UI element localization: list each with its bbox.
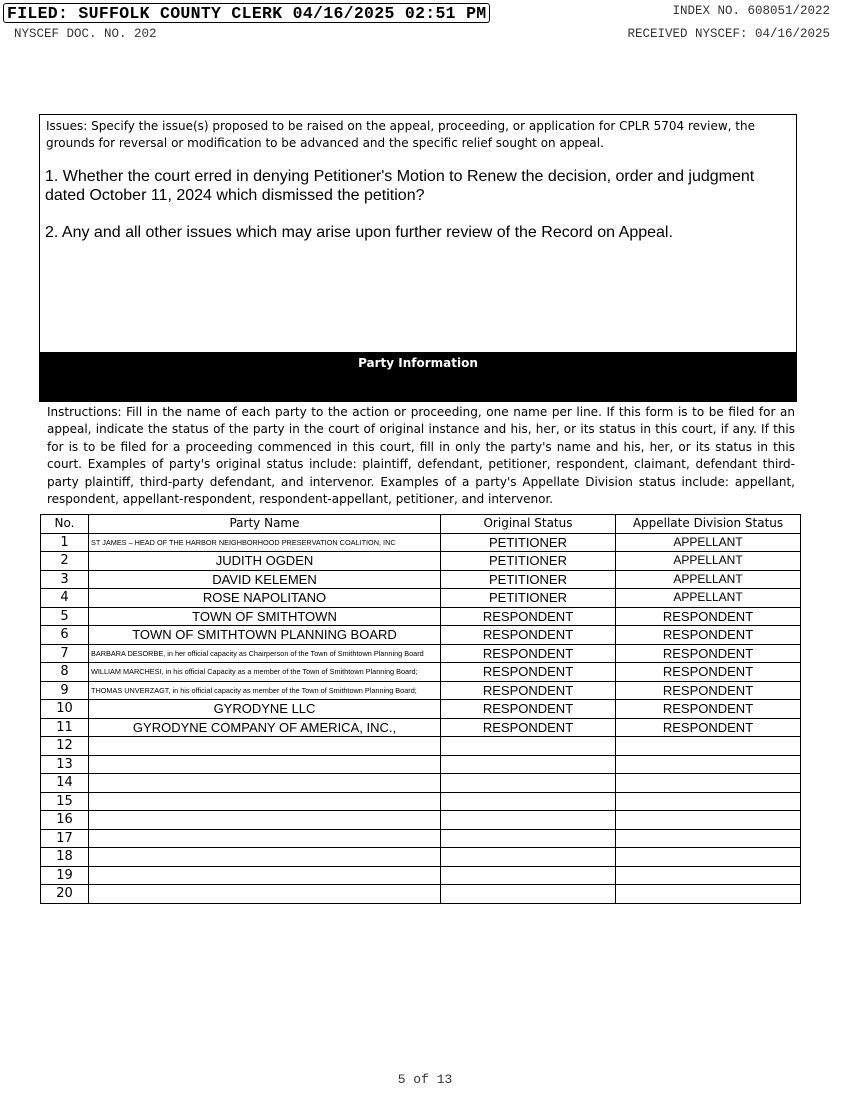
column-header-original-status: Original Status: [441, 515, 616, 534]
issues-instructions: Issues: Specify the issue(s) proposed to be raised on the appeal, proceeding, or application for CPLR 5704 review, the grounds for reversal or modification to be advanced and the specific relief sought on appeal.: [46, 119, 755, 150]
appellate-status-cell: APPELLANT: [616, 589, 801, 608]
original-status-cell: [441, 866, 616, 885]
issues-box: [39, 114, 797, 353]
appellate-status-cell: [616, 848, 801, 867]
received-date: RECEIVED NYSCEF: 04/16/2025: [627, 27, 830, 41]
appellate-status-cell: APPELLANT: [616, 533, 801, 552]
doc-number: NYSCEF DOC. NO. 202: [14, 27, 157, 41]
table-row: [41, 737, 801, 756]
original-status-cell: [441, 829, 616, 848]
party-name-cell: JUDITH OGDEN: [89, 552, 441, 571]
appellate-status-cell: RESPONDENT: [616, 626, 801, 645]
original-status-cell: PETITIONER: [441, 570, 616, 589]
table-row: [41, 848, 801, 867]
table-row: [41, 644, 801, 663]
party-number-cell: 5: [41, 607, 89, 626]
party-number-cell: 13: [41, 755, 89, 774]
party-name-cell: [89, 866, 441, 885]
page-number: 5 of 13: [397, 1072, 453, 1087]
party-name-cell: THOMAS UNVERZAGT, in his official capacity as member of the Town of Smithtown Planning Board;: [89, 681, 441, 700]
table-row: [41, 607, 801, 626]
original-status-cell: [441, 774, 616, 793]
party-number-cell: 19: [41, 866, 89, 885]
original-status-cell: RESPONDENT: [441, 718, 616, 737]
original-status-cell: [441, 885, 616, 904]
party-number-cell: 16: [41, 811, 89, 830]
table-row: [41, 792, 801, 811]
table-row: [41, 700, 801, 719]
party-name-cell: DAVID KELEMEN: [89, 570, 441, 589]
original-status-cell: RESPONDENT: [441, 681, 616, 700]
party-name-cell: [89, 792, 441, 811]
party-table: [40, 514, 801, 904]
party-name-cell: TOWN OF SMITHTOWN PLANNING BOARD: [89, 626, 441, 645]
appellate-status-cell: APPELLANT: [616, 552, 801, 571]
original-status-cell: [441, 848, 616, 867]
party-number-cell: 14: [41, 774, 89, 793]
column-header-no: No.: [41, 515, 89, 534]
appellate-status-cell: [616, 885, 801, 904]
table-row: [41, 533, 801, 552]
party-name-cell: [89, 829, 441, 848]
column-header-party-name: Party Name: [89, 515, 441, 534]
table-row: [41, 570, 801, 589]
column-header-appellate-status: Appellate Division Status: [616, 515, 801, 534]
party-name-cell: GYRODYNE LLC: [89, 700, 441, 719]
appellate-status-cell: [616, 755, 801, 774]
appellate-status-cell: [616, 737, 801, 756]
appellate-status-cell: RESPONDENT: [616, 718, 801, 737]
table-row: [41, 885, 801, 904]
original-status-cell: [441, 755, 616, 774]
table-row: [41, 755, 801, 774]
party-name-cell: [89, 811, 441, 830]
appellate-status-cell: RESPONDENT: [616, 644, 801, 663]
table-row: [41, 626, 801, 645]
original-status-cell: [441, 792, 616, 811]
party-number-cell: 2: [41, 552, 89, 571]
appellate-status-cell: RESPONDENT: [616, 607, 801, 626]
original-status-cell: PETITIONER: [441, 589, 616, 608]
original-status-cell: PETITIONER: [441, 552, 616, 571]
party-name-cell: WILLIAM MARCHESI, in his official Capacity as a member of the Town of Smithtown Planning Board;: [89, 663, 441, 682]
party-name-cell: BARBARA DESORBE, in her official capacity as Chairperson of the Town of Smithtown Planning Board: [89, 644, 441, 663]
party-number-cell: 4: [41, 589, 89, 608]
index-number: INDEX NO. 608051/2022: [672, 4, 830, 18]
table-header-row: [41, 515, 801, 534]
party-number-cell: 20: [41, 885, 89, 904]
appellate-status-cell: [616, 866, 801, 885]
party-number-cell: 18: [41, 848, 89, 867]
appellate-status-cell: [616, 829, 801, 848]
table-row: [41, 866, 801, 885]
filed-stamp: FILED: SUFFOLK COUNTY CLERK 04/16/2025 02:51 PM: [3, 3, 490, 23]
party-name-cell: GYRODYNE COMPANY OF AMERICA, INC.,: [89, 718, 441, 737]
table-row: [41, 774, 801, 793]
original-status-cell: PETITIONER: [441, 533, 616, 552]
appellate-status-cell: [616, 792, 801, 811]
appellate-status-cell: APPELLANT: [616, 570, 801, 589]
party-number-cell: 12: [41, 737, 89, 756]
table-row: [41, 718, 801, 737]
party-name-cell: [89, 885, 441, 904]
issue-item: 1. Whether the court erred in denying Petitioner's Motion to Renew the decision, order and judgment dated October 11, 2024 which dismissed the petition?: [45, 168, 755, 204]
original-status-cell: RESPONDENT: [441, 626, 616, 645]
table-row: [41, 829, 801, 848]
party-number-cell: 3: [41, 570, 89, 589]
party-name-cell: ROSE NAPOLITANO: [89, 589, 441, 608]
party-information-header: Party Information: [39, 353, 797, 402]
issue-item: 2. Any and all other issues which may arise upon further review of the Record on Appeal.: [45, 224, 673, 241]
party-number-cell: 1: [41, 533, 89, 552]
party-number-cell: 6: [41, 626, 89, 645]
appellate-status-cell: [616, 774, 801, 793]
party-name-cell: TOWN OF SMITHTOWN: [89, 607, 441, 626]
party-number-cell: 8: [41, 663, 89, 682]
original-status-cell: [441, 811, 616, 830]
party-number-cell: 9: [41, 681, 89, 700]
table-row: [41, 663, 801, 682]
original-status-cell: RESPONDENT: [441, 607, 616, 626]
appellate-status-cell: [616, 811, 801, 830]
party-number-cell: 17: [41, 829, 89, 848]
party-number-cell: 15: [41, 792, 89, 811]
table-row: [41, 552, 801, 571]
party-name-cell: [89, 755, 441, 774]
appellate-status-cell: RESPONDENT: [616, 681, 801, 700]
original-status-cell: [441, 737, 616, 756]
table-row: [41, 811, 801, 830]
party-number-cell: 10: [41, 700, 89, 719]
party-name-cell: [89, 774, 441, 793]
party-number-cell: 11: [41, 718, 89, 737]
original-status-cell: RESPONDENT: [441, 663, 616, 682]
party-instructions: Instructions: Fill in the name of each party to the action or proceeding, one name per line. If this form is to be filed for an appeal, indicate the status of the party in the court of original instance and his, her, or its status in this court, if any. If this for is to be filed for a proceeding commenced in this court, fill in only the party's name and his, her, or its status in this court. Examples of party's original status include: plaintiff, defendant, petitioner, respondent, claimant, defendant third-party plaintiff, third-party defendant, and intervenor. Examples of a party's Appellate Division status include: appellant, respondent, appellant-respondent, respondent-appellant, petitioner, and intervenor.: [47, 405, 795, 507]
party-name-cell: [89, 848, 441, 867]
appellate-status-cell: RESPONDENT: [616, 700, 801, 719]
party-name-cell: [89, 737, 441, 756]
table-row: [41, 681, 801, 700]
original-status-cell: RESPONDENT: [441, 644, 616, 663]
appellate-status-cell: RESPONDENT: [616, 663, 801, 682]
party-number-cell: 7: [41, 644, 89, 663]
original-status-cell: RESPONDENT: [441, 700, 616, 719]
party-name-cell: ST JAMES – HEAD OF THE HARBOR NEIGHBORHOOD PRESERVATION COALITION, INC: [89, 533, 441, 552]
table-row: [41, 589, 801, 608]
